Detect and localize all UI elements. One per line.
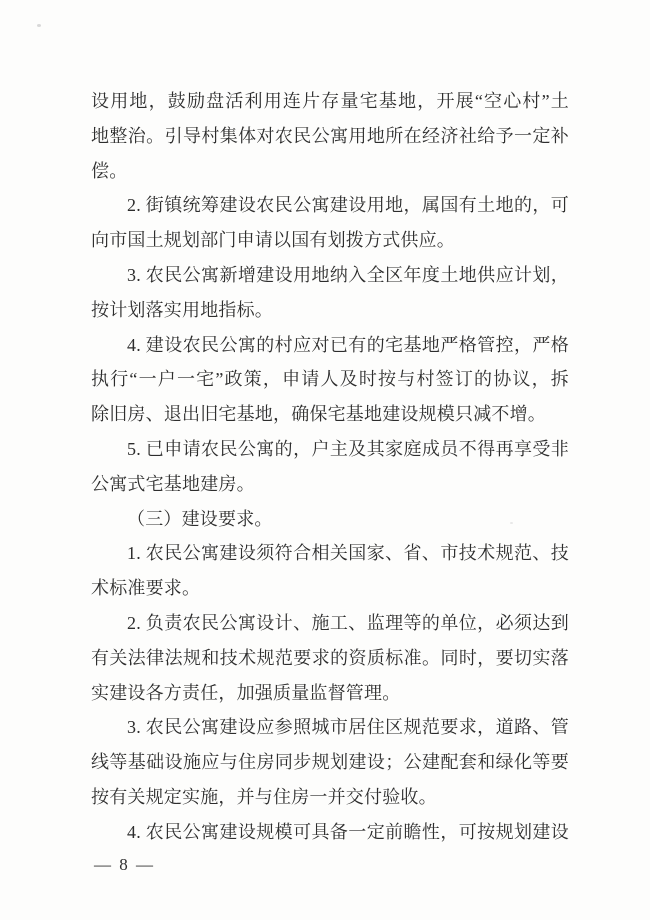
text-line: 除旧房、退出旧宅基地，确保宅基地建设规模只减不增。 xyxy=(91,404,546,425)
text-line: （三）建设要求。 xyxy=(127,508,273,529)
text-line: 3. 农民公寓建设应参照城市居住区规范要求，道路、管 xyxy=(127,717,569,738)
text-line: 4. 建设农民公寓的村应对已有的宅基地严格管控，严格 xyxy=(127,334,569,355)
text-line: 按有关规定实施，并与住房一并交付验收。 xyxy=(91,786,437,807)
text-line: 公寓式宅基地建房。 xyxy=(91,473,255,494)
scan-speck xyxy=(37,24,41,27)
text-line: 设用地，鼓励盘活利用连片存量宅基地，开展“空心村”土 xyxy=(91,91,569,111)
text-line: 偿。 xyxy=(91,160,128,181)
page-number: — 8 — xyxy=(94,855,155,874)
text-line: 5. 已申请农民公寓的，户主及其家庭成员不得再享受非 xyxy=(127,438,569,459)
text-line: 2. 街镇统筹建设农民公寓建设用地，属国有土地的，可 xyxy=(127,195,569,216)
text-line: 地整治。引导村集体对农民公寓用地所在经济社给予一定补 xyxy=(91,125,569,146)
document-body xyxy=(91,84,569,850)
text-line: 术标准要求。 xyxy=(91,578,201,599)
text-line: 4. 农民公寓建设规模可具备一定前瞻性，可按规划建设 xyxy=(127,821,569,842)
text-line: 实建设各方责任，加强质量监督管理。 xyxy=(91,682,401,703)
text-line: 有关法律法规和技术规范要求的资质标准。同时，要切实落 xyxy=(91,647,569,668)
text-line: 1. 农民公寓建设须符合相关国家、省、市技术规范、技 xyxy=(127,543,569,564)
text-line: 3. 农民公寓新增建设用地纳入全区年度土地供应计划， xyxy=(127,264,569,285)
text-line: 线等基础设施应与住房同步规划建设；公建配套和绿化等要 xyxy=(91,752,569,773)
text-line: 向市国土规划部门申请以国有划拨方式供应。 xyxy=(91,230,455,251)
text-line: 执行“一户一宅”政策，申请人及时按与村签订的协议，拆 xyxy=(91,369,569,390)
text-line: 2. 负责农民公寓设计、施工、监理等的单位，必须达到 xyxy=(127,612,569,633)
text-line: 按计划落实用地指标。 xyxy=(91,299,273,320)
